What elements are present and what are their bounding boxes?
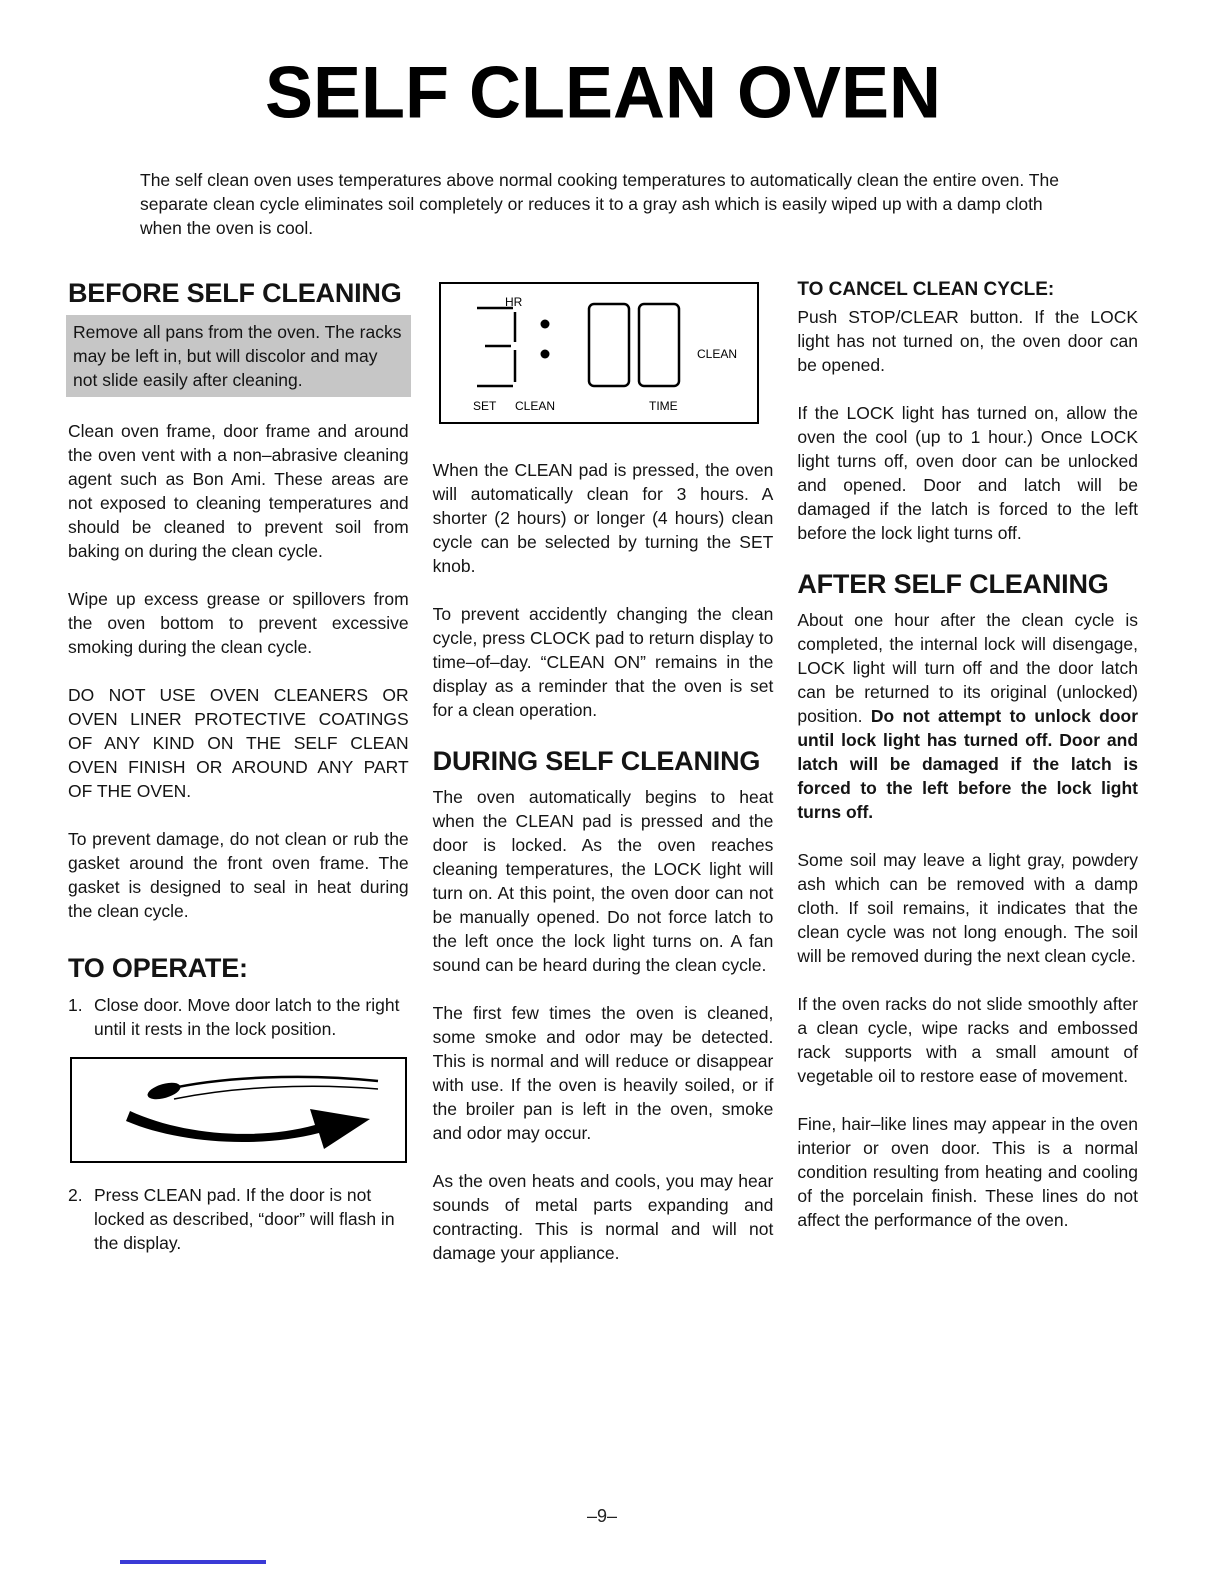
operate-step-2	[68, 1183, 409, 1255]
cancel-cycle-p1: Push STOP/CLEAR button. If the LOCK light has not turned on, the oven door can be opened.	[797, 307, 1139, 375]
after-cleaning-p3: If the oven racks do not slide smoothly after a clean cycle, wipe racks and embossed rack supports with a small amount of vegetable oil to restore ease of movement.	[797, 994, 1139, 1087]
clean-pad-p2: To prevent accidently changing the clean cycle, press CLOCK pad to return display to time–of–day. “CLEAN ON” remains in the display as a reminder that the oven is set for a clean operation.	[432, 604, 774, 720]
after-cleaning-p1	[797, 608, 1138, 824]
after-cleaning-p2: Some soil may leave a light gray, powdery ash which can be removed with a damp cloth. If soil remains, it indicates that the clean cycle was not long enough. The soil will be removed during the next clean cycle.	[797, 850, 1139, 967]
after-cleaning-p1-normal: About one hour after the clean cycle is completed, the internal lock will disengage, LOCK light will turn off and the door latch can be returned to its original (unlocked) position.	[797, 610, 1139, 727]
during-cleaning-p2: The first few times the oven is cleaned, some smoke and odor may be detected. This is normal and will reduce or disappear with use. If the oven is heavily soiled, or if the broiler pan is left in the oven, smoke and odor may occur.	[432, 1003, 774, 1144]
footer-blue-line	[120, 1560, 266, 1564]
step-text: Close door. Move door latch to the right until it rests in the lock position.	[94, 994, 400, 1039]
heading-to-operate: TO OPERATE:	[68, 953, 248, 984]
column-left	[68, 278, 409, 1289]
before-cleaning-p1: Clean oven frame, door frame and around the oven vent with a non–abrasive cleaning agent such as Bon Ami. These areas are not exposed to cleaning temperatures and should be cleaned to prevent soil from baking on during the clean cycle.	[68, 421, 409, 562]
heading-before-self-cleaning: BEFORE SELF CLEANING	[68, 278, 402, 308]
clean-pad-p1: When the CLEAN pad is pressed, the oven will automatically clean for 3 hours. A shorter (2 hours) or longer (4 hours) clean cycle can be selected by turning the SET knob.	[432, 460, 774, 576]
heading-after-self-cleaning: AFTER SELF CLEANING	[797, 569, 1109, 599]
hr-label: HR	[504, 295, 523, 309]
clean-label: CLEAN	[514, 399, 555, 413]
clean-indicator-label: CLEAN	[696, 347, 737, 361]
page-title: SELF CLEAN OVEN	[264, 52, 942, 134]
before-cleaning-p4: To prevent damage, do not clean or rub the gasket around the front oven frame. The gasket is designed to seal in heat during the clean cycle.	[68, 829, 409, 922]
operate-step-1	[68, 993, 409, 1041]
latch-arrow-drawing	[72, 1059, 405, 1161]
digit-0-icon	[589, 304, 629, 386]
colon-dot-icon	[540, 320, 549, 329]
before-cleaning-warning: DO NOT USE OVEN CLEANERS OR OVEN LINER PROTECTIVE COATINGS OF ANY KIND ON THE SELF CLEAN OVEN FINISH OR AROUND ANY PART OF THE OVEN.	[68, 685, 409, 802]
heading-during-self-cleaning: DURING SELF CLEANING	[432, 746, 761, 776]
digit-0-icon	[639, 304, 679, 386]
after-cleaning-p1-warning: Do not attempt to unlock door until lock light has turned off. Door and latch will be damaged if the latch is forced to the left before the lock light turns off.	[797, 706, 1139, 823]
after-cleaning-p4: Fine, hair–like lines may appear in the oven interior or oven door. This is a normal condition resulting from heating and cooling of the porcelain finish. These lines do not affect the performance of the oven.	[797, 1114, 1139, 1231]
digit-3-icon	[477, 308, 515, 386]
colon-dot-icon	[540, 350, 549, 359]
during-cleaning-p3: As the oven heats and cools, you may hear sounds of metal parts expanding and contracting. This is normal and will not damage your appliance.	[432, 1171, 774, 1264]
highlighted-note: Remove all pans from the oven. The racks may be left in, but will discolor and may not slide easily after cleaning.	[68, 317, 409, 395]
right-arrow-icon	[126, 1109, 370, 1149]
step-number: 1.	[68, 994, 83, 1015]
seven-segment-display	[441, 284, 757, 422]
column-middle	[433, 278, 774, 1289]
three-column-body	[68, 278, 1138, 1289]
before-cleaning-p2: Wipe up excess grease or spillovers from the oven bottom to prevent excessive smoking during the clean cycle.	[68, 589, 409, 658]
during-cleaning-p1: The oven automatically begins to heat when the CLEAN pad is pressed and the door is locked. As the oven reaches cleaning temperatures, the LOCK light will turn on. At this point, the oven door can not be manually opened. Do not force latch to the left once the lock light turns on. A fan sound can be heard during the clean cycle.	[432, 787, 774, 976]
door-latch-figure	[70, 1057, 407, 1163]
column-right	[797, 278, 1138, 1289]
step-number: 2.	[68, 1184, 83, 1205]
time-label: TIME	[648, 399, 678, 413]
set-label: SET	[472, 399, 497, 413]
page-number: –9–	[586, 1506, 618, 1526]
intro-paragraph: The self clean oven uses temperatures above normal cooking temperatures to automatically clean the entire oven. The separate clean cycle eliminates soil completely or reduces it to a gray ash which is easily wiped up with a damp cloth when the oven is cool.	[140, 170, 1059, 238]
step-text: Press CLEAN pad. If the door is not locked as described, “door” will flash in the display.	[94, 1184, 395, 1253]
cancel-cycle-p2: If the LOCK light has turned on, allow the oven the cool (up to 1 hour.) Once LOCK light turns off, oven door can be unlocked and opened. Door and latch will be damaged if the latch is forced to the left before the lock light turns off.	[797, 403, 1139, 543]
heading-to-cancel-clean-cycle: TO CANCEL CLEAN CYCLE:	[797, 279, 1055, 300]
clock-display-figure	[439, 282, 759, 424]
